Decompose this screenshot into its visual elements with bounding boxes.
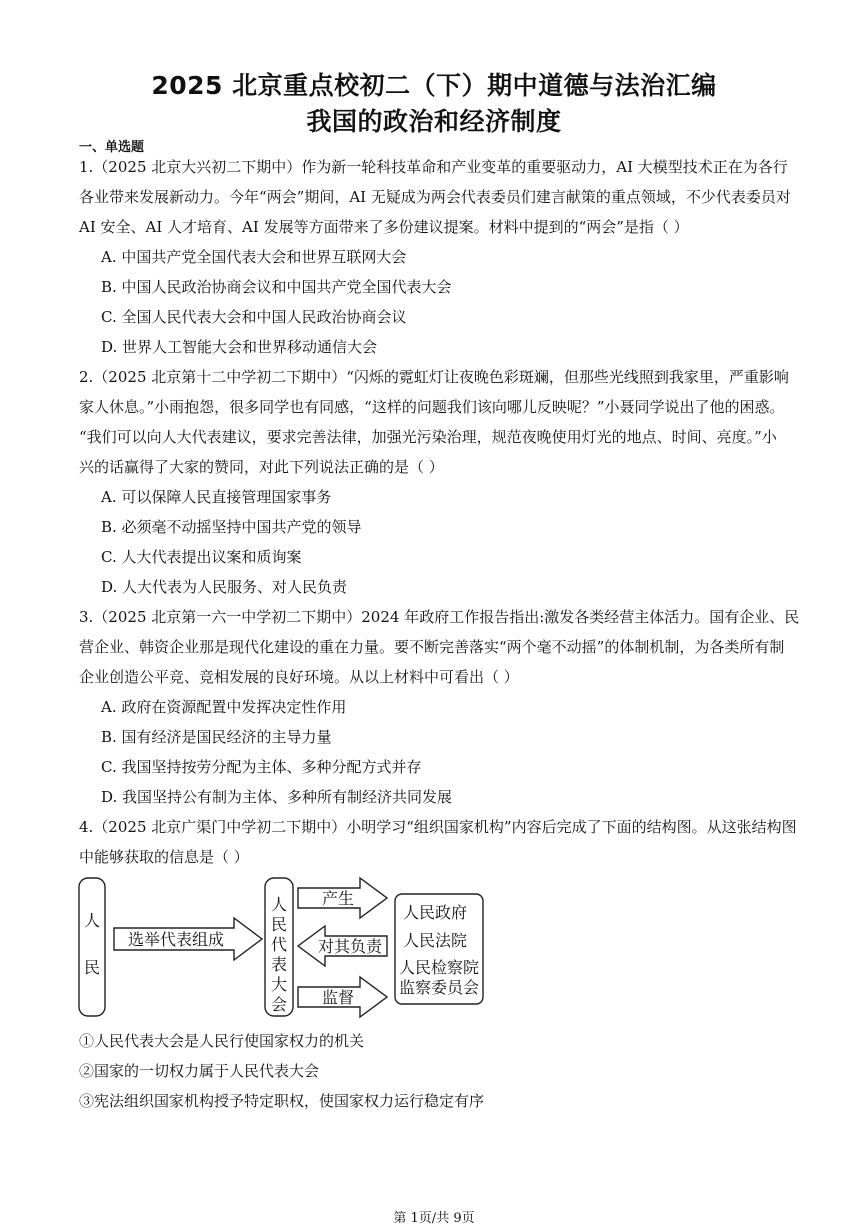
question-2-option-c: C. 人大代表提出议案和质询案 xyxy=(101,548,302,566)
question-3-option-a: A. 政府在资源配置中发挥决定性作用 xyxy=(101,698,347,716)
question-2-option-d: D. 人大代表为人民服务、对人民负责 xyxy=(101,578,348,596)
people-char-1: 人 xyxy=(83,911,101,930)
organ-procuratorate: 人民检察院 xyxy=(398,958,480,977)
congress-char-4: 表 xyxy=(270,955,288,974)
congress-char-1: 人 xyxy=(270,895,288,914)
question-1-option-c: C. 全国人民代表大会和中国人民政治协商会议 xyxy=(101,308,407,326)
page-number: 第 1页/共 9页 xyxy=(393,1211,475,1226)
question-1-line-3: AI 安全、AI 人才培育、AI 发展等方面带来了多份建议提案。材料中提到的“两会”是指（ ） xyxy=(79,218,689,236)
organ-government: 人民政府 xyxy=(402,903,468,922)
congress-char-5: 大 xyxy=(270,975,288,994)
congress-char-3: 代 xyxy=(270,935,288,954)
question-4-line-1: 4.（2025 北京广渠门中学初二下期中）小明学习“组织国家机构”内容后完成了下面的结构图。从这张结构图 xyxy=(79,818,797,836)
question-3-line-1: 3.（2025 北京第一六一中学初二下期中）2024 年政府工作报告指出:激发各类经营主体活力。国有企业、民 xyxy=(79,608,800,626)
produce-label: 产生 xyxy=(321,889,355,908)
supervise-label: 监督 xyxy=(321,988,355,1007)
question-1-line-1: 1.（2025 北京大兴初二下期中）作为新一轮科技革命和产业变革的重要驱动力，AI 大模型技术正在为各行 xyxy=(79,158,788,176)
question-2-line-4: 兴的话赢得了大家的赞同，对此下列说法正确的是（ ） xyxy=(79,458,444,476)
people-box xyxy=(79,878,105,1016)
question-4-line-2: 中能够获取的信息是（ ） xyxy=(79,848,249,866)
congress-char-2: 民 xyxy=(270,915,288,934)
question-3-line-3: 企业创造公平竞、竞相发展的良好环境。从以上材料中可看出（ ） xyxy=(79,668,519,686)
question-3-option-d: D. 我国坚持公有制为主体、多种所有制经济共同发展 xyxy=(101,788,453,806)
document-title-line1: 2025 北京重点校初二（下）期中道德与法治汇编 xyxy=(151,71,717,100)
question-2-option-b: B. 必须毫不动摇坚持中国共产党的领导 xyxy=(101,518,362,536)
question-4-statement-1: ①人民代表大会是人民行使国家权力的机关 xyxy=(79,1032,365,1050)
document-title-line2: 我国的政治和经济制度 xyxy=(306,107,562,136)
question-2-line-3: “我们可以向人大代表建议，要求完善法律，加强光污染治理，规范夜晚使用灯光的地点、时间、亮度。”小 xyxy=(79,428,777,446)
responsible-label: 对其负责 xyxy=(317,937,383,956)
question-1-option-d: D. 世界人工智能大会和世界移动通信大会 xyxy=(101,338,378,356)
question-4-statement-3: ③宪法组织国家机构授予特定职权，使国家权力运行稳定有序 xyxy=(79,1092,485,1110)
organ-supervisory-commission: 监察委员会 xyxy=(398,978,480,997)
question-2-option-a: A. 可以保障人民直接管理国家事务 xyxy=(101,488,332,506)
congress-char-6: 会 xyxy=(270,995,288,1014)
question-1-line-2: 各业带来发展新动力。今年“两会”期间，AI 无疑成为两会代表委员们建言献策的重点领域，不少代表委员对 xyxy=(79,188,791,206)
state-organs-structure-diagram xyxy=(76,872,488,1020)
question-3-option-c: C. 我国坚持按劳分配为主体、多种分配方式并存 xyxy=(101,758,422,776)
question-4-statement-2: ②国家的一切权力属于人民代表大会 xyxy=(79,1062,320,1080)
organ-court: 人民法院 xyxy=(402,931,468,950)
question-3-option-b: B. 国有经济是国民经济的主导力量 xyxy=(101,728,332,746)
question-3-line-2: 营企业、韩资企业那是现代化建设的重在力量。要不断完善落实“两个毫不动摇”的体制机制，为各类所有制 xyxy=(79,638,785,656)
people-char-2: 民 xyxy=(83,958,101,977)
section-heading: 一、单选题 xyxy=(79,140,145,155)
question-2-line-2: 家人休息。”小雨抱怨，很多同学也有同感，“这样的问题我们该向哪儿反映呢？”小聂同学说出了他的困惑。 xyxy=(79,398,785,416)
question-1-option-b: B. 中国人民政治协商会议和中国共产党全国代表大会 xyxy=(101,278,452,296)
question-2-line-1: 2.（2025 北京第十二中学初二下期中）“闪烁的霓虹灯让夜晚色彩斑斓，但那些光线照到我家里，严重影响 xyxy=(79,368,789,386)
elect-label: 选举代表组成 xyxy=(127,930,225,949)
question-1-option-a: A. 中国共产党全国代表大会和世界互联网大会 xyxy=(101,248,407,266)
